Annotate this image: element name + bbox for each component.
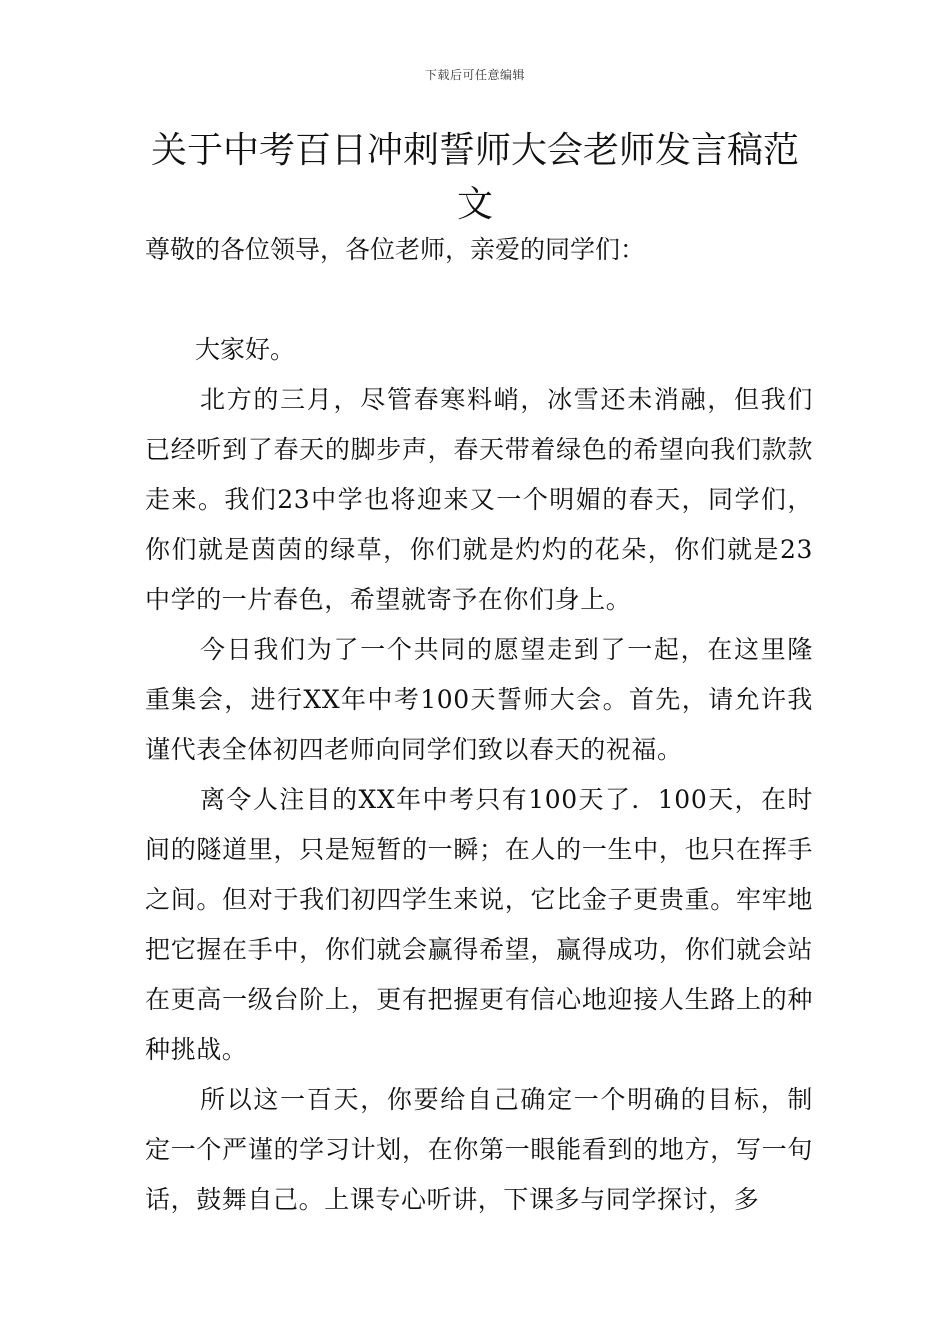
body-paragraphs [145, 375, 813, 1225]
paragraph: 北方的三月，尽管春寒料峭，冰雪还未消融，但我们已经听到了春天的脚步声，春天带着绿色的希望向我们款款走来。我们23中学也将迎来又一个明媚的春天，同学们，你们就是茵茵的绿草，你们就是灼灼的花朵，你们就是23中学的一片春色，希望就寄予在你们身上。 [145, 385, 813, 614]
header-note: 下载后可任意编辑 [424, 68, 525, 82]
greeting: 大家好。 [195, 335, 296, 364]
paragraph: 所以这一百天，你要给自己确定一个明确的目标，制定一个严谨的学习计划，在你第一眼能看到的地方，写一句话，鼓舞自己。上课专心听讲，下课多与同学探讨，多 [145, 1085, 813, 1214]
document-title: 关于中考百日冲刺誓师大会老师发言稿范文 [150, 130, 799, 225]
salutation: 尊敬的各位领导，各位老师，亲爱的同学们： [145, 235, 646, 264]
paragraph: 离令人注目的XX年中考只有100天了．100天，在时间的隧道里，只是短暂的一瞬；在人的一生中，也只在挥手之间。但对于我们初四学生来说，它比金子更贵重。牢牢地把它握在手中，你们就会赢得希望，赢得成功，你们就会站在更高一级台阶上，更有把握更有信心地迎接人生路上的种种挑战。 [145, 785, 813, 1064]
paragraph: 今日我们为了一个共同的愿望走到了一起，在这里隆重集会，进行XX年中考100天誓师大会。首先，请允许我谨代表全体初四老师向同学们致以春天的祝福。 [145, 635, 813, 764]
